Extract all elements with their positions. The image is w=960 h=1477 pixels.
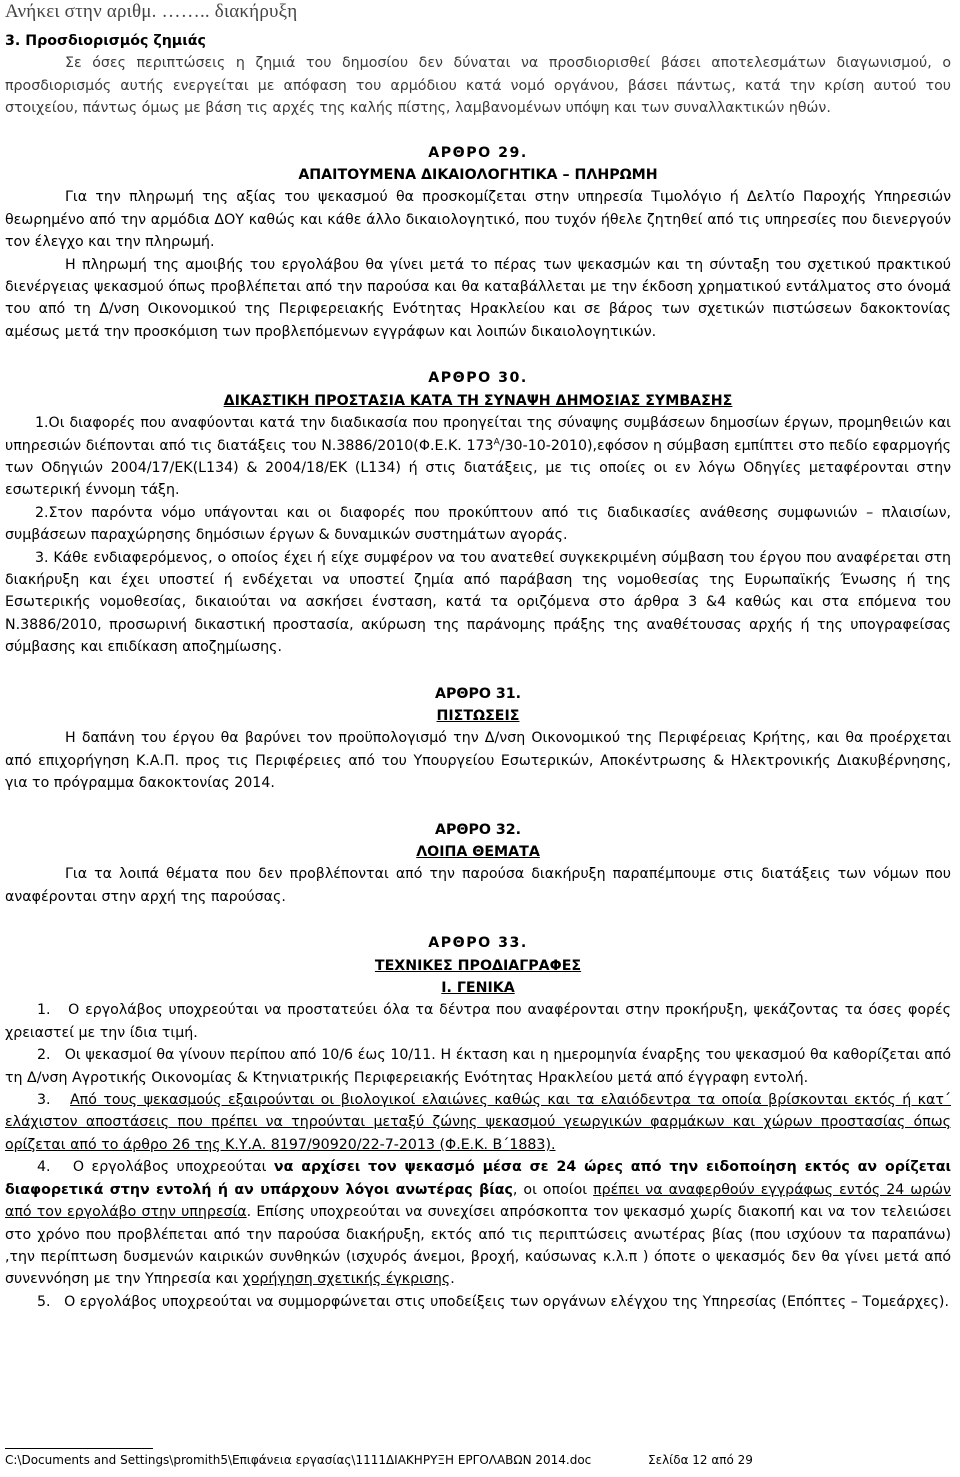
paragraph: Σε όσες περιπτώσεις η ζημιά του δημοσίου δεν δύναται να προσδιορισθεί βάσει αποτελεσμάτων διαγωνισμού, ο προσδιορισμός αυτής ενεργείται με απόφαση του αρμόδιου κατά νομό οργάνου, βάσει πάντως, κατά την κρίση αυτού του στοιχείου, πάντως όμως με βάση τις αρχές της καλής πίστης, λαμβανομένων υπόψη και των συναλλακτικών ηθών. bbox=[5, 55, 951, 117]
paragraph: 1.Οι διαφορές που αναφύονται κατά την διαδικασία που προηγείται της σύναψης συμβάσεων δημοσίων έργων, προμηθειών και υπηρεσιών διέπονται από τις διατάξεις του Ν.3886/2010(Φ.Ε.Κ. $173^A/30-10-2010),\varepsilon\varphi ό\sigma o\nu$ η σύμβαση εμπίπτει στο πεδίο εφαρμογής των Οδηγιών 2004/17/ΕΚ(L134) & 2004/18/ΕΚ (L134) ή στις διατάξεις, με τις οποίες οι εν λόγω Οδηγίες μεταφέρονται στην εσωτερική έννομη τάξη. bbox=[5, 415, 951, 499]
article-subtitle: Ι. ΓΕΝΙΚΑ bbox=[441, 980, 515, 997]
list-item: 4. Ο εργολάβος υποχρεούται να αρχίσει τον ψεκασμό μέσα σε 24 ώρες από την ειδοποίηση εκτός αν ορίζεται διαφορετικά στην εντολή ή αν υπάρχουν λόγοι ανωτέρας βίας, οι οποίοι πρέπει να αναφερθούν εγγράφως εντός 24 ωρών από τον εργολάβο στην υπηρεσία. Επίσης υποχρεούται να συνεχίσει απρόσκοπτα τον ψεκασμό χωρίς διακοπή και να τον τελειώσει στο χρόνο που προβλέπεται από την παρούσα διακήρυξη, εκτός από τις περιπτώσεις ανωτέρας βίας (που ισχύουν τα παραπάνω) ,την περίπτωση δυσμενών καιρικών συνθηκών (ισχυρός άνεμοι, βροχή, καύσωνας κ.λ.π ) όποτε ο ψεκασμός δεν θα γίνει μετά από συνεννόηση με την Υπηρεσία και χορήγηση σχετικής έγκρισης. bbox=[5, 1159, 952, 1288]
article-title: ΠΙΣΤΩΣΕΙΣ bbox=[436, 707, 520, 724]
paragraph: Η πληρωμή της αμοιβής του εργολάβου θα γίνει μετά το πέρας των ψεκασμών και τη σύνταξη του σχετικού πρακτικού διενέργειας ψεκασμού όπως προβλέπεται από την παρούσα και θα καταβάλλεται με την έκδοση χρηματικού εντάλματος στο όνομά του από τη Δ/νση Οικονομικού της Περιφερειακής Ενότητας Ηρακλείου και σε βάρος των σχετικών πιστώσεων δακοκτονίας αμέσως μετά την προσκόμιση των προβλεπόμενων εγγράφων και λοιπών δικαιολογητικών. bbox=[5, 256, 951, 340]
paragraph: 3. Κάθε ενδιαφερόμενος, ο οποίος έχει ή είχε συμφέρον να του ανατεθεί συγκεκριμένη σύμβαση του έργου που αναφέρεται στη διακήρυξη και έχει υποστεί ή ενδέχεται να υποστεί ζημία από παράβαση της νομοθεσίας της Ευρωπαϊκής Ένωσης ή της Εσωτερικής νομοθεσίας, δικαιούται να ασκήσει ένσταση, κατά τα οριζόμενα στο άρθρα 3 &4 καθώς και στα επόμενα του Ν.3886/2010, προσωρινή δικαστική προστασία, ακύρωση της παράνομης πράξης της αναθέτουσας αρχής ή της υπογραφείσας σύμβασης και επιδίκαση αποζημίωσης. bbox=[5, 549, 951, 656]
article-number: ΑΡΘΡΟ 29. bbox=[428, 144, 528, 161]
page-header: Ανήκει στην αριθμ. …….. διακήρυξη bbox=[5, 1, 298, 22]
article-title: ΑΠΑΙΤΟΥΜΕΝΑ ΔΙΚΑΙΟΛΟΓΗΤΙΚΑ – ΠΛΗΡΩΜΗ bbox=[298, 167, 658, 184]
paragraph: Για τα λοιπά θέματα που δεν προβλέπονται από την παρούσα διακήρυξη παραπέμπουμε στις διατάξεις των νόμων που αναφέρονται στην αρχή της παρούσας. bbox=[5, 866, 951, 905]
paragraph: 2.Στον παρόντα νόμο υπάγονται και οι διαφορές που προκύπτουν από τις διαδικασίες ανάθεσης συμφωνιών – πλαισίων, συμβάσεων παραχώρησης δημόσιων έργων & δυναμικών συστημάτων αγοράς. bbox=[5, 504, 951, 544]
article-title: ΤΕΧΝΙΚΕΣ ΠΡΟΔΙΑΓΡΑΦΕΣ bbox=[374, 957, 582, 974]
document-body bbox=[5, 30, 951, 1313]
article-title: ΔΙΚΑΣΤΙΚΗ ΠΡΟΣΤΑΣΙΑ ΚΑΤΑ ΤΗ ΣΥΝΑΨΗ ΔΗΜΟΣΙΑΣ ΣΥΜΒΑΣΗΣ bbox=[223, 392, 733, 409]
article-number: ΑΡΘΡΟ 30. bbox=[428, 370, 528, 387]
footer-page-number: Σελίδα 12 από 29 bbox=[648, 1453, 753, 1467]
footer-file-path: C:\Documents and Settings\promith5\Επιφάνεια εργασίας\1111ΔΙΑΚΗΡΥΞΗ ΕΡΓΟΛΑΒΩΝ 2014.doc bbox=[5, 1453, 592, 1467]
article-number: ΑΡΘΡΟ 32. bbox=[435, 821, 521, 838]
article-number: ΑΡΘΡΟ 33. bbox=[428, 935, 528, 952]
footer-divider bbox=[5, 1448, 153, 1449]
article-number: ΑΡΘΡΟ 31. bbox=[435, 685, 521, 702]
list-item: 5. Ο εργολάβος υποχρεούται να συμμορφώνεται στις υποδείξεις των οργάνων ελέγχου της Υπηρεσίας (Επόπτες – Τομεάρχες). bbox=[37, 1293, 949, 1310]
list-item: 2. Οι ψεκασμοί θα γίνουν περίπου από 10/6 έως 10/11. Η έκταση και η ημερομηνία έναρξης του ψεκασμού θα καθορίζεται από τη Δ/νση Αγροτικής Οικονομίας & Κτηνιατρικής Περιφερειακής Ενότητας Ηρακλείου μετά από έγγραφη εντολή. bbox=[5, 1047, 951, 1086]
paragraph: Για την πληρωμή της αξίας του ψεκασμού θα προσκομίζεται στην υπηρεσία Τιμολόγιο ή Δελτίο Παροχής Υπηρεσιών θεωρημένο από την αρμόδια ΔΟΥ καθώς και κάθε άλλο δικαιολογητικό, που τυχόν ήθελε ζητηθεί από τις υπηρεσίες που διενεργούν τον έλεγχο και την πληρωμή. bbox=[5, 189, 951, 251]
list-item: 1. Ο εργολάβος υποχρεούται να προστατεύει όλα τα δέντρα που αναφέρονται στην προκήρυξη, ψεκάζοντας τα όσες φορές χρειαστεί με την ίδια τιμή. bbox=[5, 1002, 951, 1041]
list-item: 3. Από τους ψεκασμούς εξαιρούνται οι βιολογικοί ελαιώνες καθώς και τα ελαιόδεντρα τα οποία βρίσκονται εκτός ή κατ΄ ελάχιστον αποστάσεις που πρέπει να τηρούνται μεταξύ ζώνης ψεκασμού γεωργικών φαρμάκων και χώρων προστασίας όπως ορίζεται από το άρθρο 26 της Κ.Υ.Α. 8197/90920/22-7-2013 (Φ.Ε.Κ. Β΄1883). bbox=[5, 1092, 952, 1153]
section-heading: 3. Προσδιορισμός ζημιάς bbox=[5, 33, 206, 49]
article-title: ΛΟΙΠΑ ΘΕΜΑΤΑ bbox=[416, 844, 540, 860]
paragraph: Η δαπάνη του έργου θα βαρύνει τον προϋπολογισμό την Δ/νση Οικονομικού της Περιφέρειας Κρήτης, και θα προέρχεται από επιχορήγηση Κ.Α.Π. προς τις Περιφέρειες από του Υπουργείου Εσωτερικών, Αποκέντρωσης & Ηλεκτρονικής Διακυβέρνησης, για το πρόγραμμα δακοκτονίας 2014. bbox=[5, 730, 951, 792]
